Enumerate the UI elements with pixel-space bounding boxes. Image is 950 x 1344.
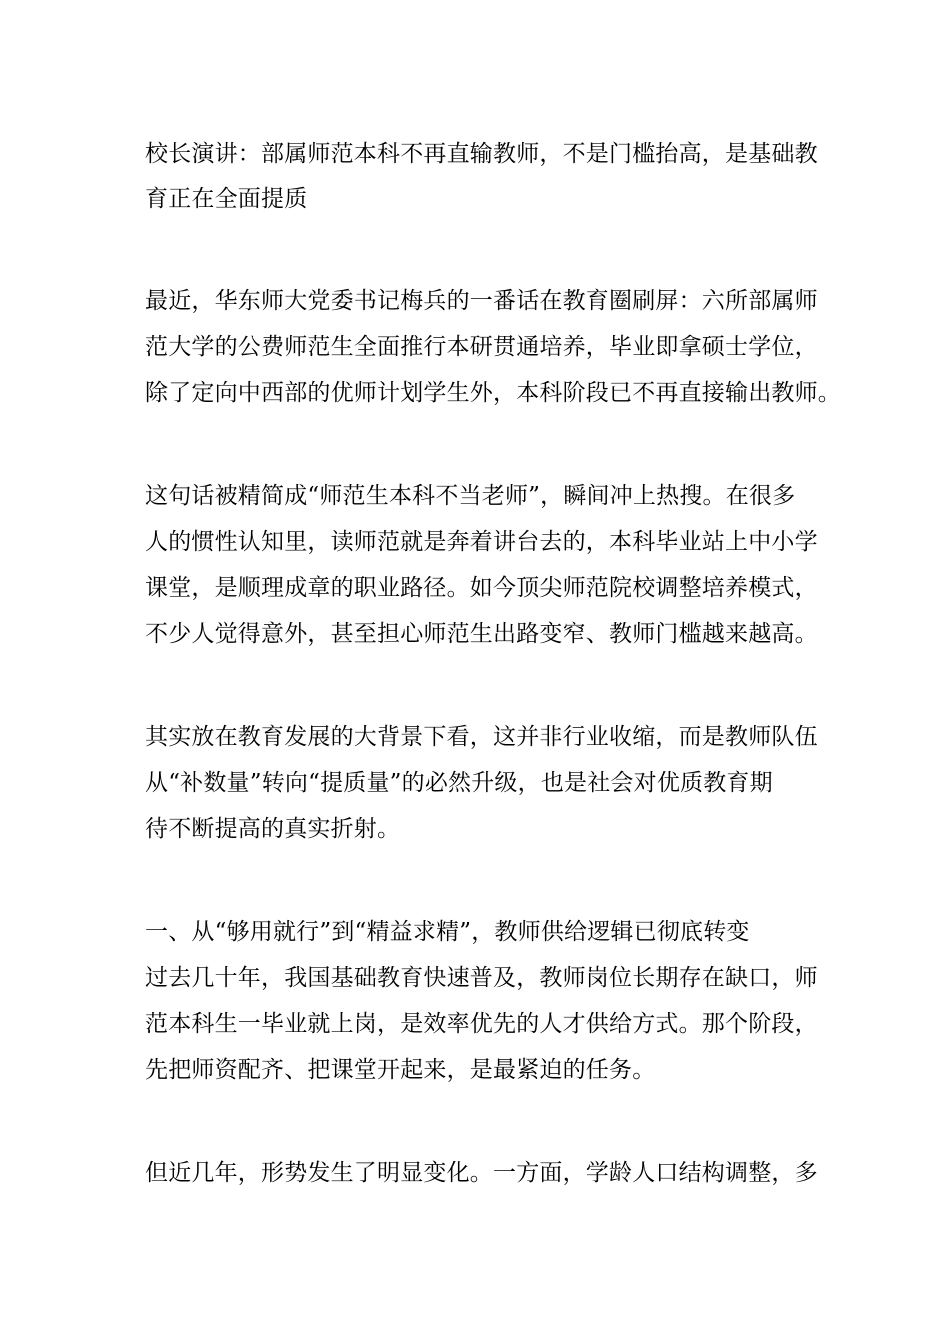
paragraph-line: 从“补数量”转向“提质量”的必然升级，也是社会对优质教育期 <box>145 770 773 796</box>
paragraph-line: 最近，华东师大党委书记梅兵的一番话在教育圈刷屏：六所部属师 <box>145 288 818 314</box>
paragraph-line: 除了定向中西部的优师计划学生外，本科阶段已不再直接输出教师。 <box>145 380 841 406</box>
section-heading: 一、从“够用就行”到“精益求精”，教师供给逻辑已彻底转变 <box>145 919 750 945</box>
paragraph-line: 人的惯性认知里，读师范就是奔着讲台去的，本科毕业站上中小学 <box>145 529 818 555</box>
title-line: 育正在全面提质 <box>145 186 308 212</box>
paragraph-line: 但近几年，形势发生了明显变化。一方面，学龄人口结构调整，多 <box>145 1160 818 1186</box>
paragraph-line: 范大学的公费师范生全面推行本研贯通培养，毕业即拿硕士学位， <box>145 334 818 360</box>
paragraph-line: 不少人觉得意外，甚至担心师范生出路变窄、教师门槛越来越高。 <box>145 621 818 647</box>
title-line: 校长演讲：部属师范本科不再直输教师，不是门槛抬高，是基础教 <box>145 141 818 167</box>
paragraph-line: 其实放在教育发展的大背景下看，这并非行业收缩，而是教师队伍 <box>145 724 818 750</box>
paragraph-line: 过去几十年，我国基础教育快速普及，教师岗位长期存在缺口，师 <box>145 965 818 991</box>
paragraph-line: 这句话被精简成“师范生本科不当老师”，瞬间冲上热搜。在很多 <box>145 483 796 509</box>
paragraph-line: 范本科生一毕业就上岗，是效率优先的人才供给方式。那个阶段， <box>145 1011 818 1037</box>
paragraph-line: 先把师资配齐、把课堂开起来，是最紧迫的任务。 <box>145 1057 656 1083</box>
paragraph-line: 待不断提高的真实折射。 <box>145 816 401 842</box>
paragraph-line: 课堂，是顺理成章的职业路径。如今顶尖师范院校调整培养模式， <box>145 575 818 601</box>
